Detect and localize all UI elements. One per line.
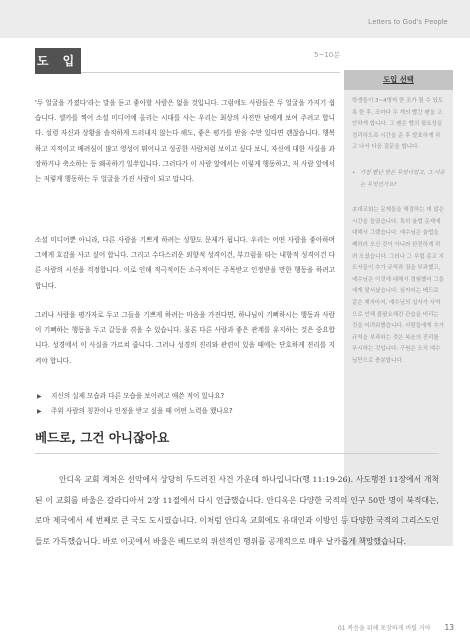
- question-list: [35, 389, 335, 419]
- section2-header: [35, 428, 439, 454]
- page-number: 13: [444, 623, 454, 632]
- question-text: 주위 사람의 칭찬이나 인정을 받고 싶을 때 어떤 노력을 했나요?: [51, 407, 233, 415]
- sidebar-body: [344, 90, 453, 367]
- series-title: Letters to God's People: [368, 19, 448, 26]
- sidebar-question: [352, 168, 445, 191]
- sidebar-text: 초대교회는 문제들을 해결하는 데 많은 시간을 들였습니다. 특히 율법 문제에 대해서 그랬습니다. 예수님은 율법을 폐하러 오신 것이 아니라 완전하게 하려 오셨습니다. 그러나 그 무렵 종교 지도자들이 추가 규칙과 짐을 부과했고, 예수님은 이것에 대해서 경험했어 그들에게 맞서셨습니다. 심지어는 베드로 같은 제자마저, 예수님의 십자가 사역으로 인해 불필요해진 관습을 버리는 것을 어려워했습니다. 사람들에게 추가 규칙을 부과하는 것은 복음의 진리를 무시하는 것입니다. 구원은 오직 예수님만으로 충분합니다.: [352, 207, 445, 364]
- paragraph-text: '두 얼굴을 가졌다'라는 말을 듣고 좋아할 사람은 없을 것입니다. 그럼에도 사람들은 두 얼굴을 가지기 쉽습니다. 셀카를 찍어 소셜 미디어에 올리는 시대를 사는 우리는 최상의 사진만 남에게 보여 주려고 합니다. 설령 자신과 상황을 솔직하게 드러내지 않는다 해도, 좋은 평가를 받을 수만 있다면 괜찮습니다. 행복하고 지적이고 배려심이 많고 영성이 뛰어나고 성공한 사람처럼 보이고 싶다 보니, 자신에 대한 사실을 과장하거나 축소하는 등 왜곡하기 일쑤입니다. 그러다가 이 사람 앞에서는 이렇게 행동하고, 저 사람 앞에서는 저렇게 행동하는 두 얼굴을 가진 사람이 되고 맙니다.: [35, 99, 335, 184]
- section-badge: 도 입: [35, 48, 81, 74]
- sidebar-intro: 학생들이 3~4명씩 한 조가 될 수 있도록 한 후, 조마다 두 개의 빨간 펜을 고안하게 합니다. 그 펜은 뱀의 필요성을 정리하도록 시간을 준 후 발표하게 하고 나서 다음 질문을 합니다.: [352, 98, 444, 151]
- section2-paragraph: 안디옥 교회 계처은 선악에서 상당히 두드러진 사건 가운데 하나입니다(행 11:19-26). 사도행전 11장에서 개척된 이 교회를 바울은 갈라디아서 2장 11절에서 다시 언급했습니다. 안디옥은 다양한 국적의 인구 50만 명이 북적대는, 로마 제국에서 세 번째로 큰 국도 도시였습니다. 이처럼 안디옥 교회에도 유대인과 이방인 등 다양한 국적의 그리스도인들로 가득했습니다. 바로 이곳에서 바울은 베드로의 위선적인 행위를 공개적으로 매우 날카롭게 책망했습니다.: [35, 475, 439, 546]
- section-rule: [81, 72, 340, 73]
- intro-paragraph-3: [35, 308, 335, 369]
- duration-label: 5~10분: [314, 51, 340, 59]
- bullet-dot-icon: •: [352, 169, 356, 176]
- header-band: [0, 0, 470, 38]
- sidebar-title: 도입 선택: [344, 70, 453, 90]
- section2-rule: [35, 453, 439, 454]
- page-footer: [338, 623, 454, 632]
- footer-label: 01 복음을 위해 포장하게 버릴 거야: [337, 625, 431, 632]
- list-item: [35, 389, 335, 404]
- intro-paragraph-1: [35, 96, 335, 187]
- intro-paragraph-2: [35, 233, 335, 294]
- paragraph-text: 그러나 사람을 평가자로 두고 그들을 기쁘게 하려는 마음을 가진다면, 하나님이 기뻐하시는 행동과 사람이 기뻐하는 행동을 두고 갈등을 겪을 수 있습니다. 물론 다른 사람과 좋은 관계를 유지하는 것은 중요합니다. 성경에서 이 사실을 가르쳐 줍니다. 그러나 성경의 진리와 관련이 있을 때에는 단호하게 진리를 지켜야 합니다.: [35, 311, 335, 365]
- section2-title: 베드로, 그건 아니잖아요: [35, 430, 170, 445]
- list-item: [35, 404, 335, 419]
- sidebar-question-text: 가장 빨난 발은 무엇이었고, 그 이유는 무엇인가요?: [360, 169, 445, 188]
- section2-body: [35, 470, 439, 552]
- paragraph-text: 소셜 미디어뿐 아니라, 다른 사람을 기쁘게 하려는 성향도 문제가 됩니다. 우리는 어떤 사람을 좋아하며 그에게 호감을 사고 싶어 합니다. 그리고 수다스러운 외향적 성격이건, 부끄럼을 타는 내향적 성격이건 다른 사람의 시선을 걱정합니다. 이로 인해 적극적이든 소극적이든 주목받고 인정받을 만한 행동을 하려고 합니다.: [35, 236, 335, 290]
- question-text: 지신의 실제 모습과 다른 모습을 보이려고 애쓴 적이 있나요?: [51, 392, 225, 400]
- triangle-bullet-icon: ▶: [37, 408, 42, 415]
- section-header: [35, 48, 340, 74]
- triangle-bullet-icon: ▶: [37, 393, 42, 400]
